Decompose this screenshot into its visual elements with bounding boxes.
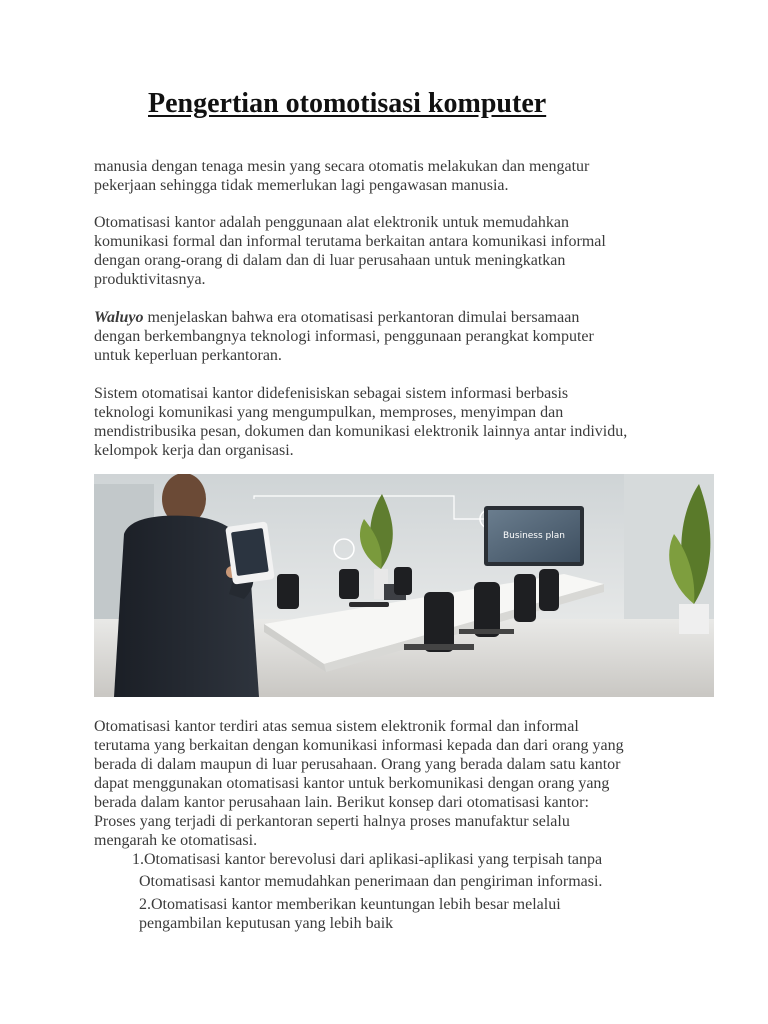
- text-line: Otomatisasi kantor terdiri atas semua sistem elektronik formal dan informal: [94, 718, 579, 735]
- tablet-icon: [225, 521, 275, 584]
- text-line: mendistribusika pesan, dokumen dan komunikasi elektronik lainnya antar individu,: [94, 423, 628, 440]
- page-title: Pengertian otomotisasi komputer: [148, 88, 547, 119]
- text-line: dengan berkembangnya teknologi informasi, penggunaan perangkat komputer: [94, 328, 594, 345]
- office-meeting-room-photo: [94, 474, 714, 697]
- text-line: produktivitasnya.: [94, 271, 206, 288]
- text-line: dengan orang-orang di dalam dan di luar perusahaan untuk meningkatkan: [94, 252, 566, 269]
- screen-label: Business plan: [503, 531, 565, 541]
- list-item-1-line-2: Otomatisasi kantor memudahkan penerimaan dan pengiriman informasi.: [139, 873, 603, 890]
- author-name: Waluyo: [94, 309, 144, 326]
- text-line: berada di dalam maupun di luar perusahaan. Orang yang berada dalam satu kantor: [94, 756, 621, 773]
- list-item-1-line-1: 1.Otomatisasi kantor berevolusi dari aplikasi-aplikasi yang terpisah tanpa: [132, 851, 603, 868]
- text-line: mengarah ke otomatisasi.: [94, 832, 258, 849]
- list-item-2-line-1: 2.Otomatisasi kantor memberikan keuntungan lebih besar melalui: [139, 896, 561, 913]
- text-line: Proses yang terjadi di perkantoran seperti halnya proses manufaktur selalu: [94, 813, 570, 830]
- text-line: manusia dengan tenaga mesin yang secara otomatis melakukan dan mengatur: [94, 158, 590, 175]
- paragraph-intro: [94, 157, 694, 195]
- paragraph-waluyo: [94, 308, 694, 365]
- text-line: terutama yang berkaitan dengan komunikasi informasi kepada dan dari orang yang: [94, 737, 624, 754]
- paragraph-definition: [94, 213, 694, 289]
- text-line: kelompok kerja dan organisasi.: [94, 442, 294, 459]
- keyboard-shape: [349, 602, 389, 607]
- text-line: berada dalam kantor perusahaan lain. Berikut konsep dari otomatisasi kantor:: [94, 794, 589, 811]
- text-line: pekerjaan sehingga tidak memerlukan lagi pengawasan manusia.: [94, 177, 509, 194]
- text-line: Otomatisasi kantor adalah penggunaan alat elektronik untuk memudahkan: [94, 214, 569, 231]
- paragraph-concept: [94, 717, 694, 850]
- text-fragment: menjelaskan bahwa era otomatisasi perkantoran dimulai bersamaan: [143, 309, 580, 326]
- text-line: dapat menggunakan otomatisasi kantor untuk berkomunikasi dengan orang yang: [94, 775, 610, 792]
- list-item-2-line-2: pengambilan keputusan yang lebih baik: [139, 915, 394, 932]
- text-line: komunikasi formal dan informal terutama berkaitan antara komunikasi informal: [94, 233, 606, 250]
- text-line: teknologi komunikasi yang mengumpulkan, memproses, menyimpan dan: [94, 404, 564, 421]
- paragraph-system: [94, 384, 694, 460]
- text-line: [94, 308, 694, 327]
- text-line: Sistem otomatisai kantor didefenisiskan sebagai sistem informasi berbasis: [94, 385, 569, 402]
- text-line: untuk keperluan perkantoran.: [94, 347, 282, 364]
